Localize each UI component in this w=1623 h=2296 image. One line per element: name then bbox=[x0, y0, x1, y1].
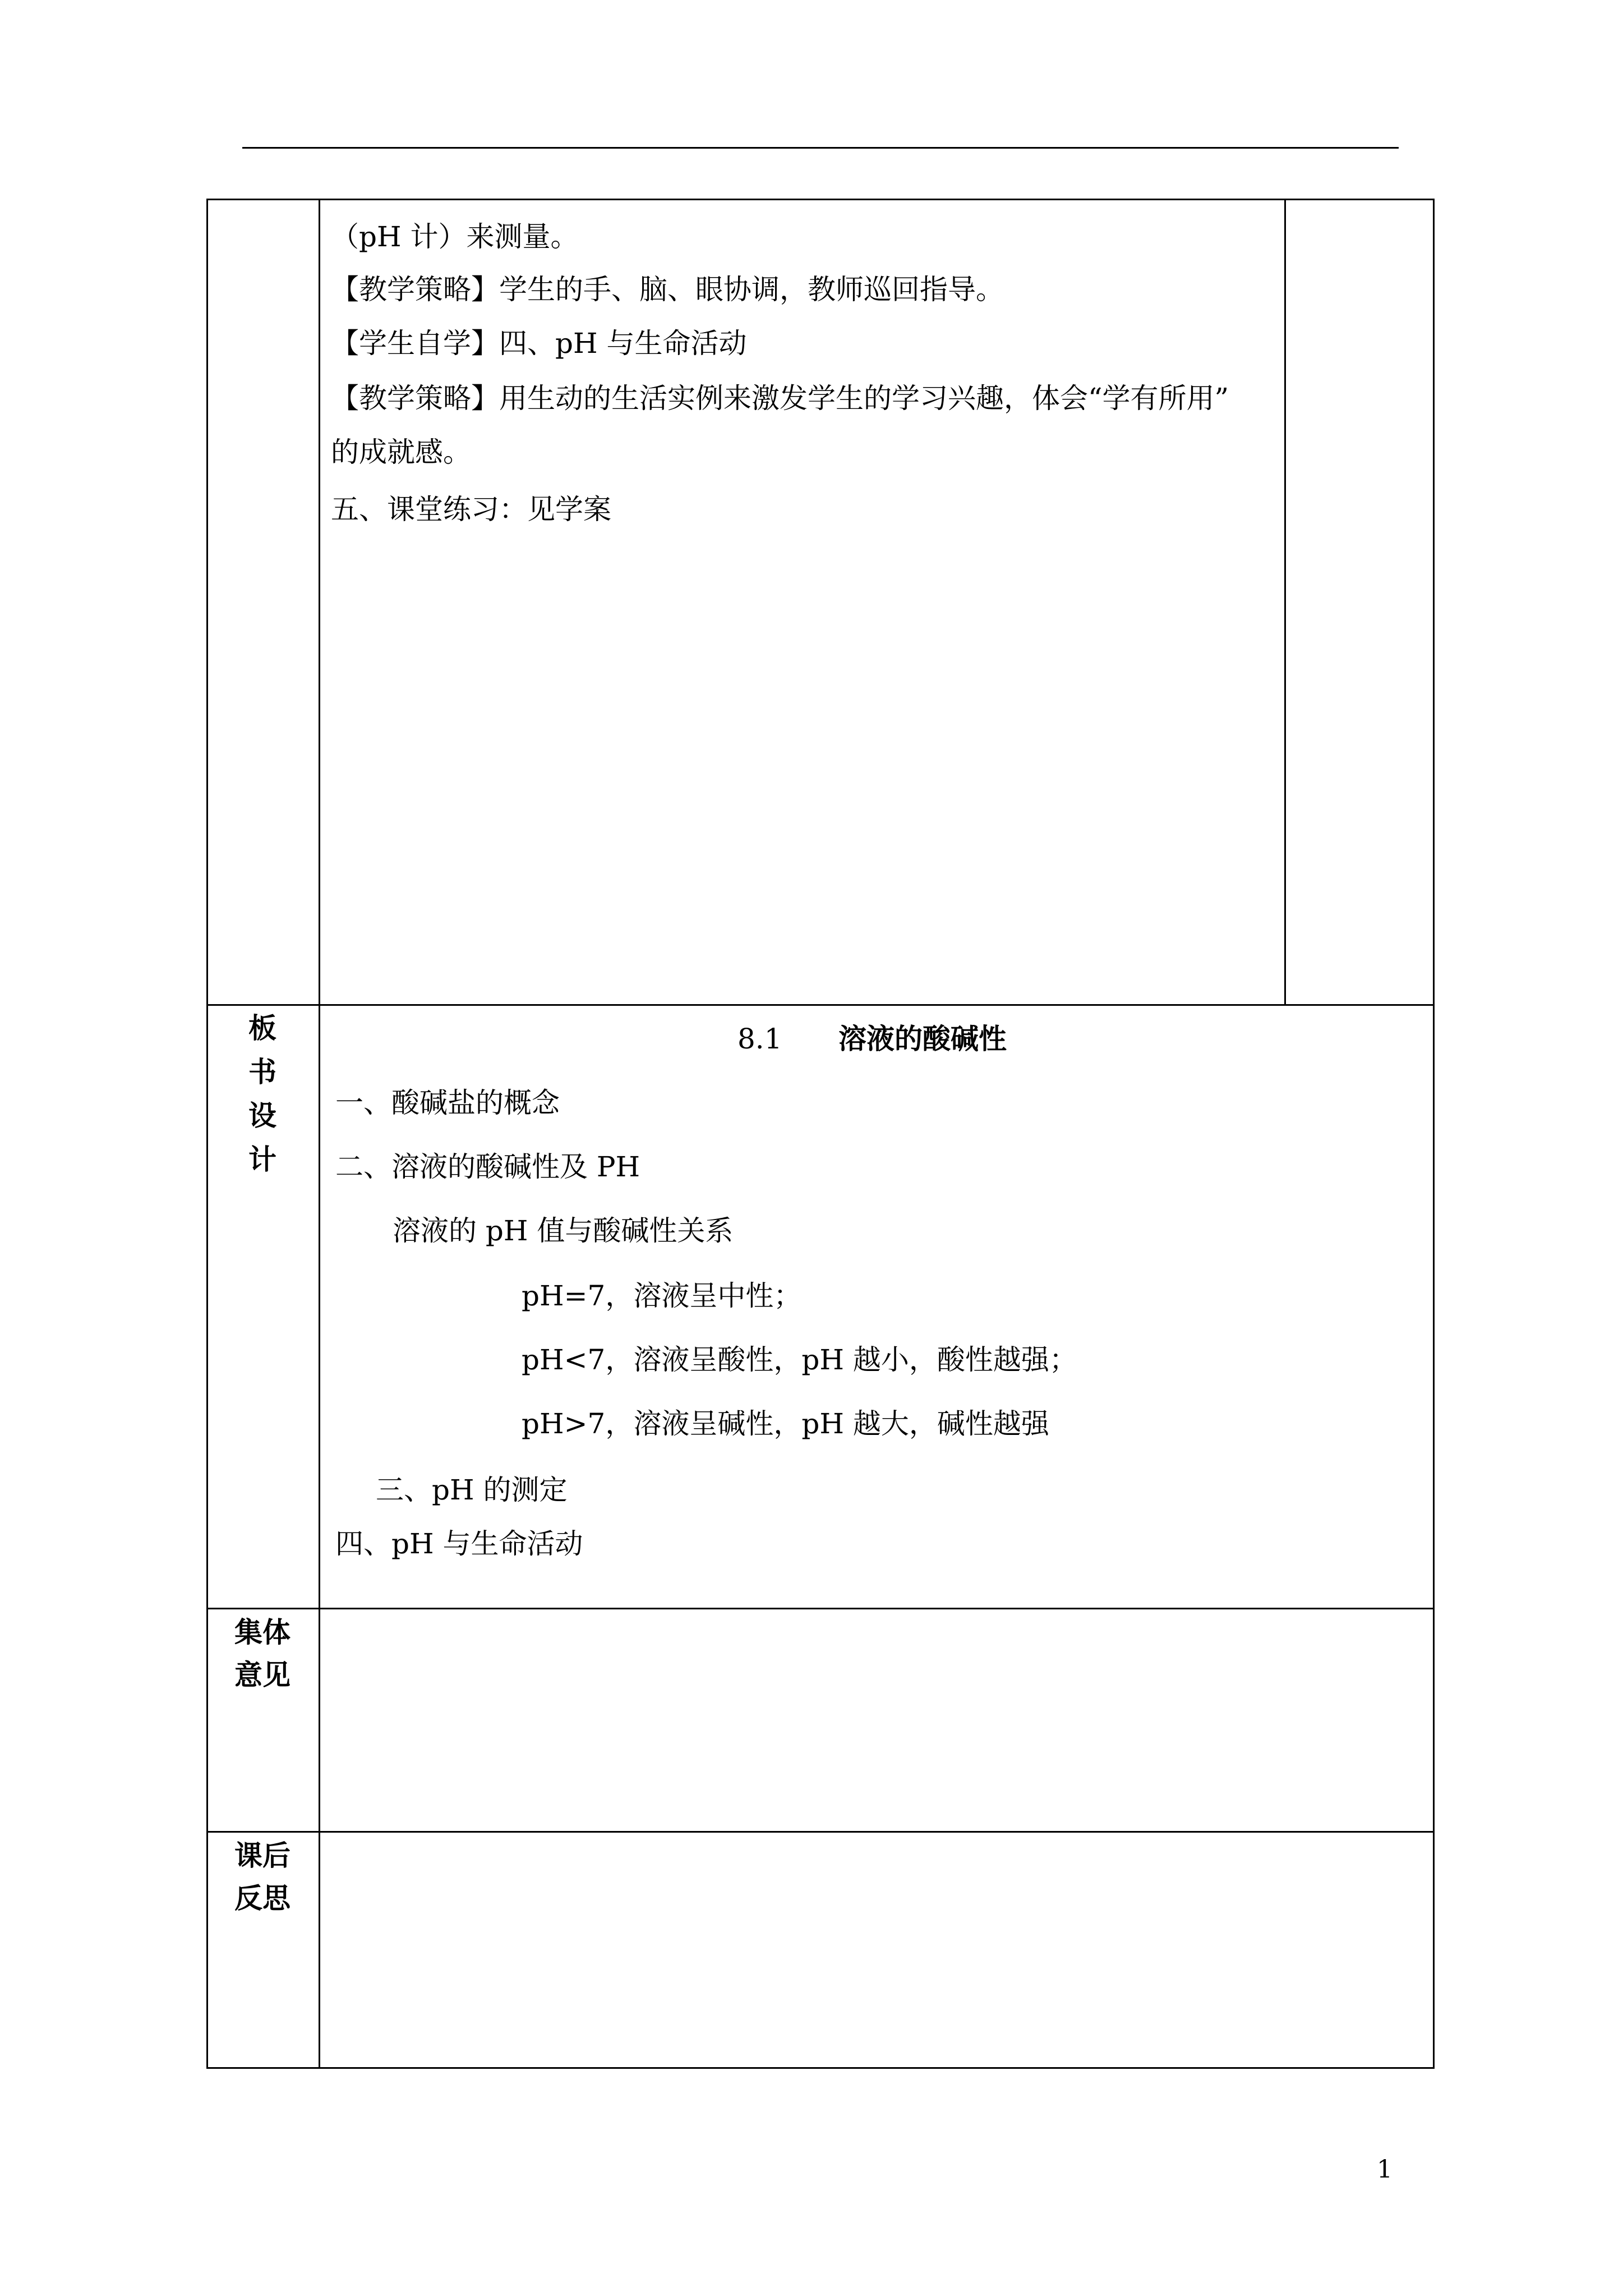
teaching-line-4: 【教学策略】用生动的生活实例来激发学生的学习兴趣，体会“学有所用” bbox=[331, 382, 1229, 415]
reflection-label-line: 课后 bbox=[234, 1839, 291, 1872]
board-item-3: 溶液的 pH 值与酸碱性关系 bbox=[393, 1214, 734, 1247]
teaching-line-6: 五、课堂练习：见学案 bbox=[331, 493, 611, 526]
header-rule bbox=[242, 147, 1399, 149]
reflection-label bbox=[206, 1831, 319, 1920]
teaching-line-3: 【学生自学】四、pH 与生命活动 bbox=[331, 327, 747, 360]
row-divider-opinion bbox=[206, 1608, 1435, 1609]
collective-opinion-label-line: 意见 bbox=[234, 1658, 291, 1691]
board-item-1: 一、酸碱盐的概念 bbox=[335, 1087, 560, 1119]
teaching-line-5: 的成就感。 bbox=[331, 436, 471, 468]
board-title: 溶液的酸碱性 bbox=[838, 1022, 1007, 1055]
board-item-8: 四、pH 与生命活动 bbox=[335, 1527, 583, 1560]
board-item-6: pH>7，溶液呈碱性，pH 越大，碱性越强 bbox=[522, 1407, 1049, 1440]
board-design-label bbox=[206, 1004, 319, 1181]
board-title-number: 8.1 bbox=[737, 1023, 782, 1055]
notes-column-divider bbox=[1284, 199, 1286, 1004]
collective-opinion-label-line: 集体 bbox=[234, 1616, 291, 1649]
teaching-line-2: 【教学策略】学生的手、脑、眼协调，教师巡回指导。 bbox=[331, 273, 1004, 306]
board-design-label-char: 计 bbox=[248, 1143, 276, 1176]
reflection-label-line: 反思 bbox=[234, 1881, 291, 1915]
lesson-table bbox=[206, 199, 1435, 2069]
teaching-line-1: （pH 计）来测量。 bbox=[331, 220, 579, 253]
collective-opinion-label bbox=[206, 1608, 319, 1696]
row-divider-board bbox=[206, 1004, 1435, 1006]
row-divider-reflection bbox=[206, 1831, 1435, 1833]
board-design-label-char: 板 bbox=[248, 1011, 276, 1045]
board-item-5: pH<7，溶液呈酸性，pH 越小，酸性越强； bbox=[522, 1343, 1077, 1376]
board-item-7: 三、pH 的测定 bbox=[376, 1474, 568, 1506]
board-design-label-char: 书 bbox=[248, 1055, 276, 1088]
page-number: 1 bbox=[1377, 2155, 1393, 2184]
board-design-label-char: 设 bbox=[248, 1099, 276, 1132]
board-item-2: 二、溶液的酸碱性及 PH bbox=[335, 1151, 640, 1183]
label-column-divider bbox=[319, 199, 320, 2069]
board-item-4: pH=7，溶液呈中性； bbox=[522, 1280, 802, 1312]
